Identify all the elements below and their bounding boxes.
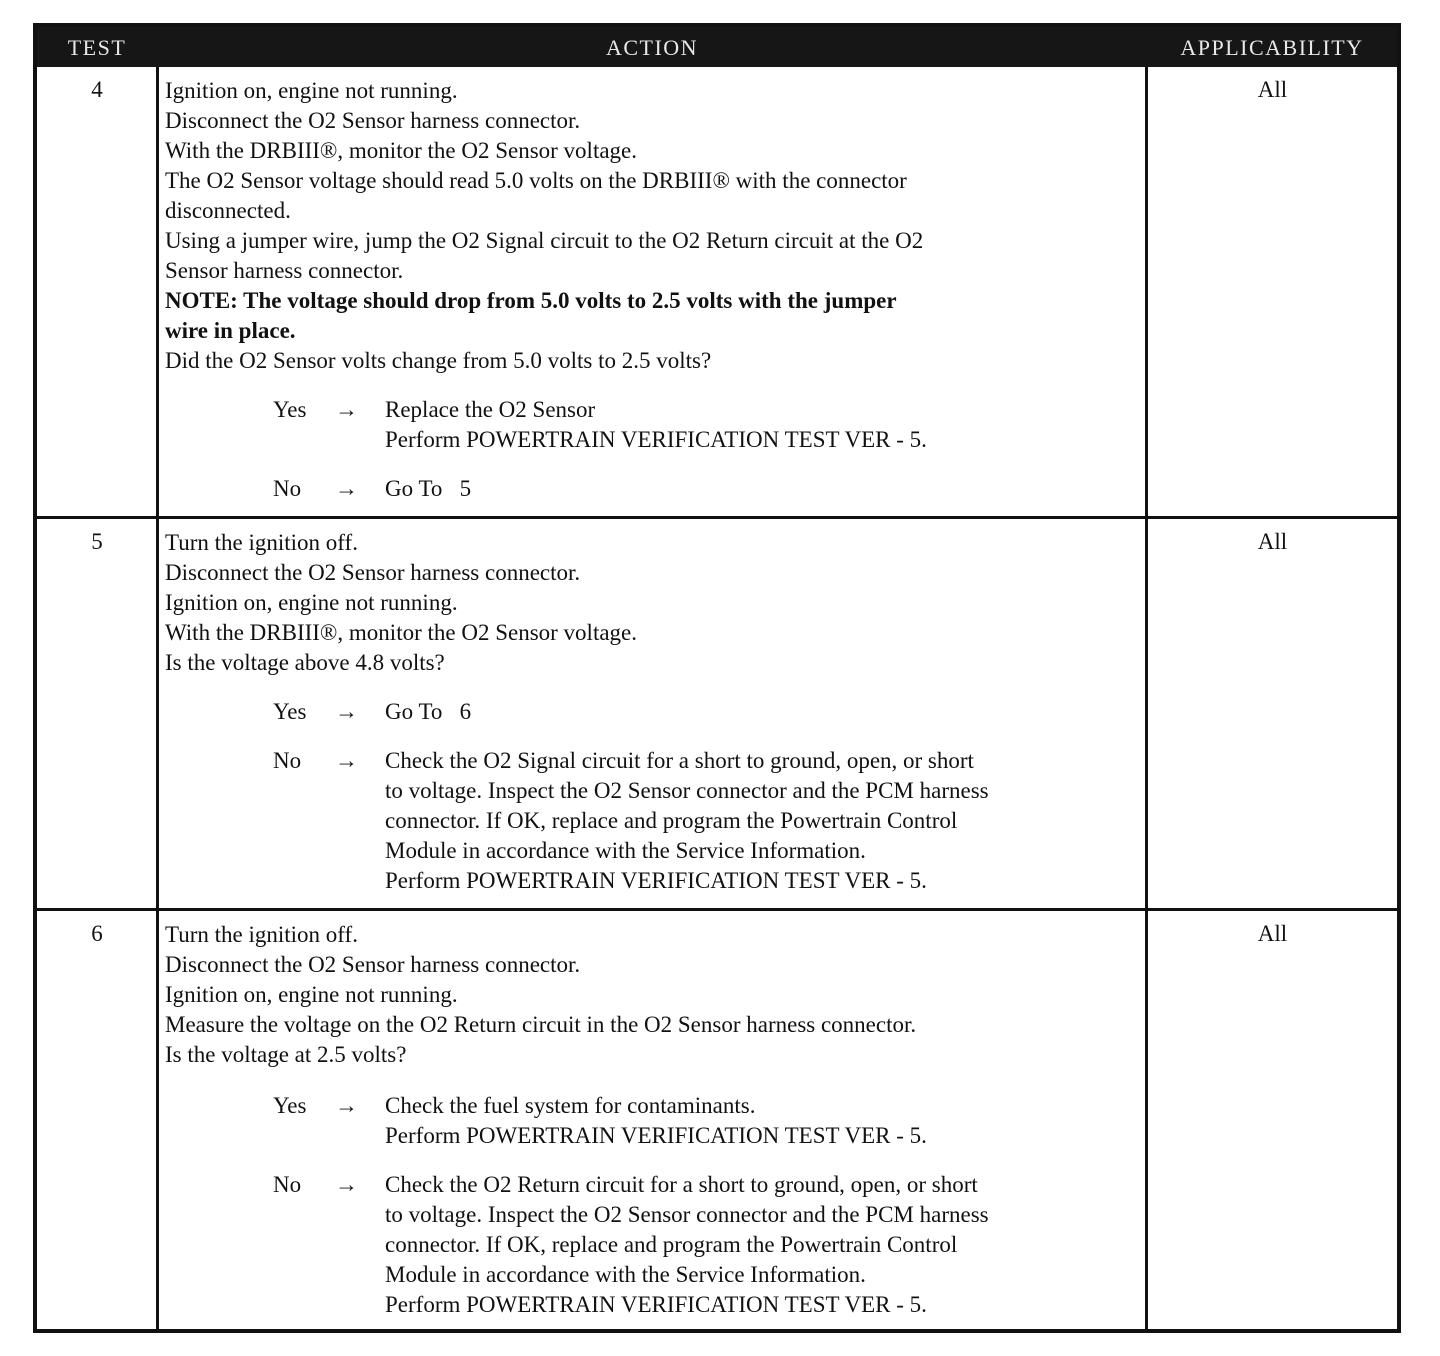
- action-step: Sensor harness connector.: [165, 258, 404, 283]
- action-step: Ignition on, engine not running.: [165, 982, 458, 1007]
- header-test: TEST: [67, 35, 127, 60]
- response-text: Perform POWERTRAIN VERIFICATION TEST VER - 5.: [385, 427, 927, 452]
- action-step: Measure the voltage on the O2 Return circuit in the O2 Sensor harness connector.: [165, 1012, 917, 1037]
- test-number: 6: [91, 921, 103, 946]
- action-step: With the DRBIII®, monitor the O2 Sensor voltage.: [165, 138, 638, 163]
- row-divider: [37, 908, 1397, 911]
- response-text: Check the O2 Signal circuit for a short to ground, open, or short: [385, 748, 974, 773]
- no-response: [165, 1170, 1140, 1320]
- arrow-icon: →: [335, 699, 358, 724]
- test-number: 4: [91, 77, 103, 102]
- response-text: Replace the O2 Sensor: [385, 397, 596, 422]
- yes-response: [165, 395, 1140, 455]
- test-number: 5: [91, 529, 103, 554]
- applicability-value: All: [1257, 77, 1288, 102]
- action-step: Ignition on, engine not running.: [165, 590, 458, 615]
- header-applicability: APPLICABILITY: [1180, 35, 1364, 60]
- action-step: Disconnect the O2 Sensor harness connector.: [165, 108, 581, 133]
- action-step: Turn the ignition off.: [165, 530, 358, 555]
- no-label: No: [273, 748, 302, 773]
- column-divider: [156, 67, 159, 1333]
- header-action: ACTION: [605, 35, 699, 60]
- arrow-icon: →: [335, 1093, 358, 1118]
- response-text: Check the fuel system for contaminants.: [385, 1093, 756, 1118]
- yes-label: Yes: [273, 397, 307, 422]
- response-text: Go To 5: [385, 476, 472, 501]
- applicability-value: All: [1257, 529, 1288, 554]
- response-text: connector. If OK, replace and program the Powertrain Control: [385, 1232, 958, 1257]
- response-text: Perform POWERTRAIN VERIFICATION TEST VER - 5.: [385, 1292, 927, 1317]
- response-text: to voltage. Inspect the O2 Sensor connector and the PCM harness: [385, 778, 989, 803]
- table-header: [37, 27, 1397, 67]
- yes-label: Yes: [273, 699, 307, 724]
- yes-label: Yes: [273, 1093, 307, 1118]
- yes-response: [165, 697, 1140, 727]
- action-step: disconnected.: [165, 198, 291, 223]
- action-step: Disconnect the O2 Sensor harness connector.: [165, 560, 581, 585]
- test-question: Is the voltage above 4.8 volts?: [165, 650, 445, 675]
- response-text: Perform POWERTRAIN VERIFICATION TEST VER - 5.: [385, 868, 927, 893]
- no-response: [165, 746, 1140, 896]
- arrow-icon: →: [335, 1172, 358, 1197]
- test-question: Did the O2 Sensor volts change from 5.0 volts to 2.5 volts?: [165, 348, 712, 373]
- arrow-icon: →: [335, 748, 358, 773]
- response-text: Go To 6: [385, 699, 472, 724]
- action-cell: [165, 920, 1140, 1320]
- action-cell: [165, 76, 1140, 504]
- response-text: Module in accordance with the Service Information.: [385, 838, 866, 863]
- applicability-value: All: [1257, 921, 1288, 946]
- column-divider: [1145, 67, 1148, 1333]
- action-step: The O2 Sensor voltage should read 5.0 volts on the DRBIII® with the connector: [165, 168, 907, 193]
- response-text: to voltage. Inspect the O2 Sensor connector and the PCM harness: [385, 1202, 989, 1227]
- arrow-icon: →: [335, 476, 358, 501]
- arrow-icon: →: [335, 397, 358, 422]
- response-text: Check the O2 Return circuit for a short to ground, open, or short: [385, 1172, 978, 1197]
- action-step: Using a jumper wire, jump the O2 Signal circuit to the O2 Return circuit at the O2: [165, 228, 924, 253]
- action-step: Turn the ignition off.: [165, 922, 358, 947]
- diagnostic-test-table: [33, 23, 1401, 1333]
- no-label: No: [273, 476, 302, 501]
- response-text: Module in accordance with the Service Information.: [385, 1262, 866, 1287]
- action-step: With the DRBIII®, monitor the O2 Sensor voltage.: [165, 620, 638, 645]
- yes-response: [165, 1091, 1140, 1151]
- no-label: No: [273, 1172, 302, 1197]
- note-text: wire in place.: [165, 318, 296, 343]
- note-text: NOTE: The voltage should drop from 5.0 volts to 2.5 volts with the jumper: [165, 288, 897, 313]
- action-step: Disconnect the O2 Sensor harness connector.: [165, 952, 581, 977]
- row-divider: [37, 516, 1397, 519]
- response-text: Perform POWERTRAIN VERIFICATION TEST VER - 5.: [385, 1123, 927, 1148]
- action-cell: [165, 528, 1140, 896]
- action-step: Ignition on, engine not running.: [165, 78, 458, 103]
- no-response: [165, 474, 1140, 504]
- test-question: Is the voltage at 2.5 volts?: [165, 1042, 407, 1067]
- response-text: connector. If OK, replace and program the Powertrain Control: [385, 808, 958, 833]
